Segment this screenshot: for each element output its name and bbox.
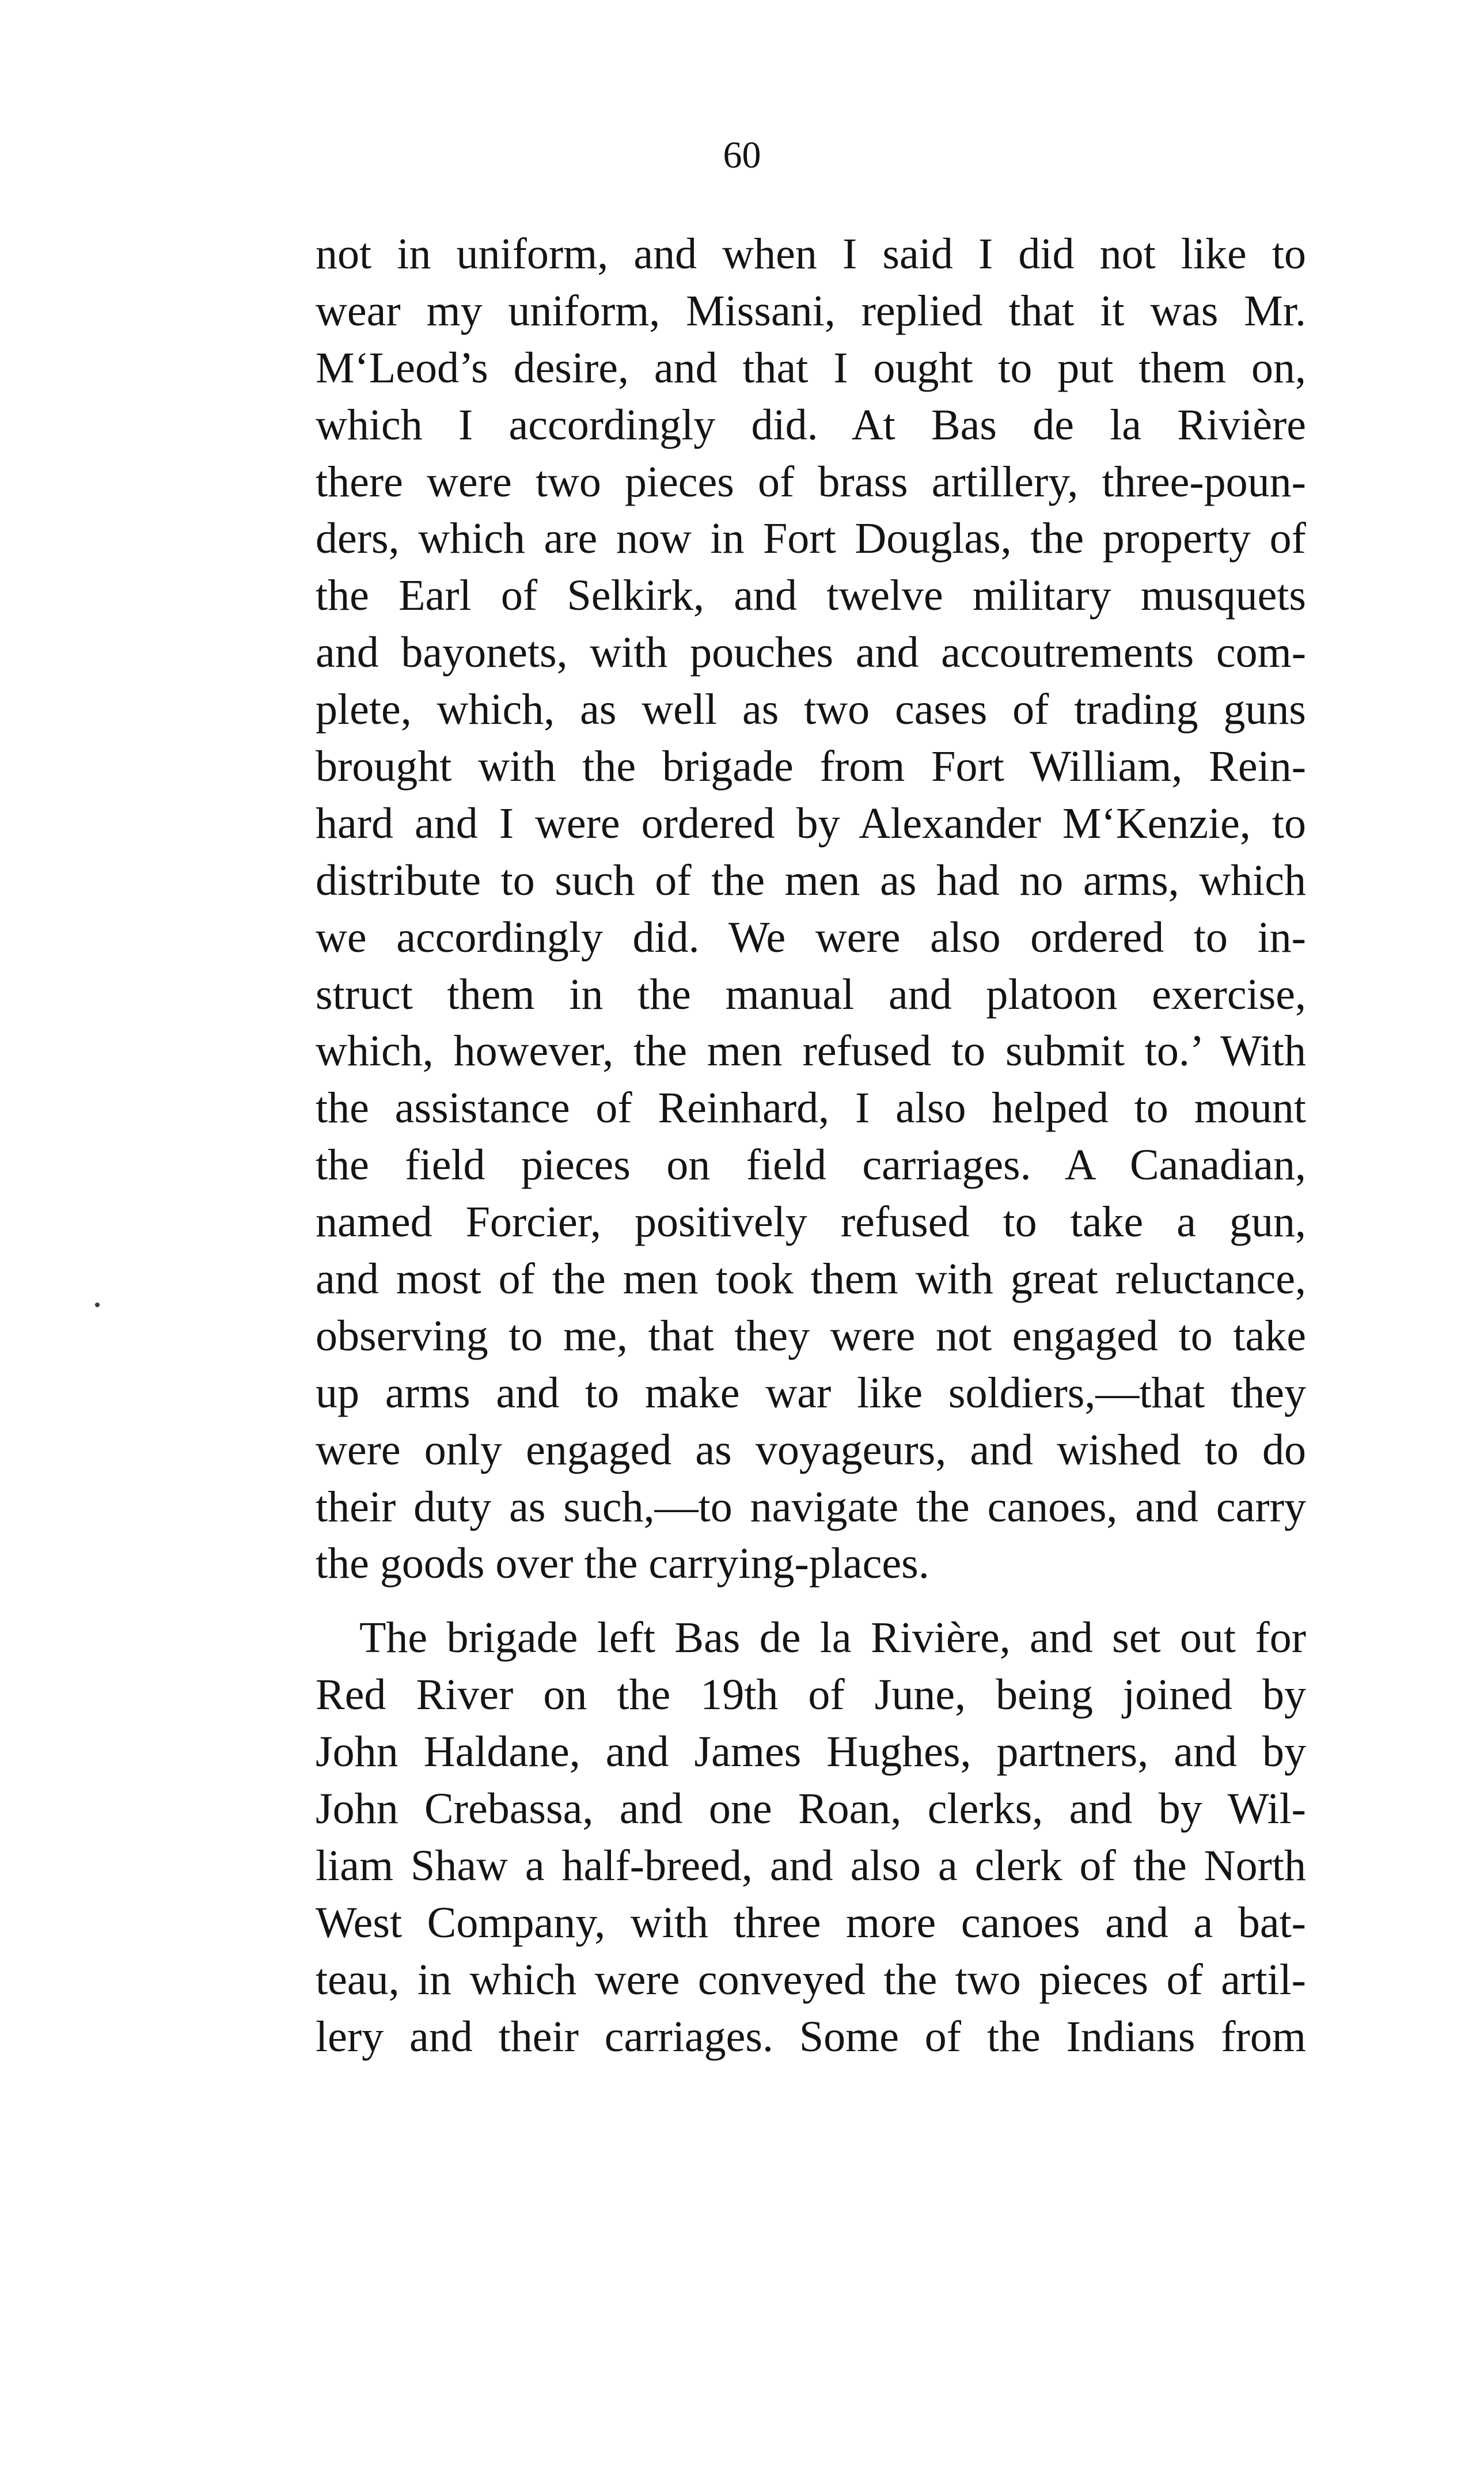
text-line: distribute to such of the men as had no arms, which (316, 856, 1306, 905)
body-text (316, 226, 1306, 2066)
paragraph-brigade (316, 1609, 1306, 2065)
text-line: not in uniform, and when I said I did not like to (316, 230, 1306, 278)
text-line: and most of the men took them with great reluctance, (316, 1255, 1306, 1304)
text-line: Red River on the 19th of June, being joined by (316, 1671, 1306, 1719)
text-line: which I accordingly did. At Bas de la Rivière (316, 400, 1306, 449)
text-line: the assistance of Reinhard, I also helped to mount (316, 1084, 1306, 1133)
text-line: lery and their carriages. Some of the Indians from (316, 2012, 1306, 2061)
text-line: wear my uniform, Missani, replied that it was Mr. (316, 286, 1306, 335)
text-line: liam Shaw a half-breed, and also a clerk of the North (316, 1841, 1306, 1890)
text-line: their duty as such,—to navigate the canoes, and carry (316, 1482, 1306, 1531)
paragraph-continued (316, 226, 1306, 1592)
text-line: struct them in the manual and platoon exercise, (316, 970, 1306, 1019)
text-line: the Earl of Selkirk, and twelve military musquets (316, 571, 1306, 620)
text-line: we accordingly did. We were also ordered to in- (316, 913, 1306, 962)
text-line: hard and I were ordered by Alexander M‘Kenzie, to (316, 799, 1306, 848)
text-line: the field pieces on field carriages. A Canadian, (316, 1141, 1306, 1190)
text-line: were only engaged as voyageurs, and wished to do (316, 1425, 1306, 1474)
text-line: John Crebassa, and one Roan, clerks, and by Wil- (316, 1785, 1306, 1833)
text-line: observing to me, that they were not engaged to take (316, 1311, 1306, 1360)
text-line: the goods over the carrying-places. (316, 1539, 929, 1588)
text-line: there were two pieces of brass artillery, three-poun- (316, 457, 1306, 506)
text-line: up arms and to make war like soldiers,—that they (316, 1368, 1306, 1417)
text-line: and bayonets, with pouches and accoutrements com- (316, 628, 1306, 677)
text-line: brought with the brigade from Fort William, Rein- (316, 742, 1306, 791)
text-line: plete, which, as well as two cases of trading guns (316, 685, 1306, 734)
text-line: which, however, the men refused to submit to.’ With (316, 1027, 1306, 1076)
text-line: West Company, with three more canoes and a bat- (316, 1898, 1306, 1947)
text-line: teau, in which were conveyed the two pieces of artil- (316, 1955, 1306, 2004)
text-line: named Forcier, positively refused to take a gun, (316, 1198, 1306, 1247)
text-line: The brigade left Bas de la Rivière, and set out for (359, 1614, 1306, 1662)
text-line: John Haldane, and James Hughes, partners, and by (316, 1728, 1306, 1776)
margin-ink-dot (95, 1303, 100, 1307)
text-line: M‘Leod’s desire, and that I ought to put them on, (316, 343, 1306, 392)
text-line: ders, which are now in Fort Douglas, the property of (316, 514, 1306, 563)
page-number: 60 (723, 134, 761, 176)
